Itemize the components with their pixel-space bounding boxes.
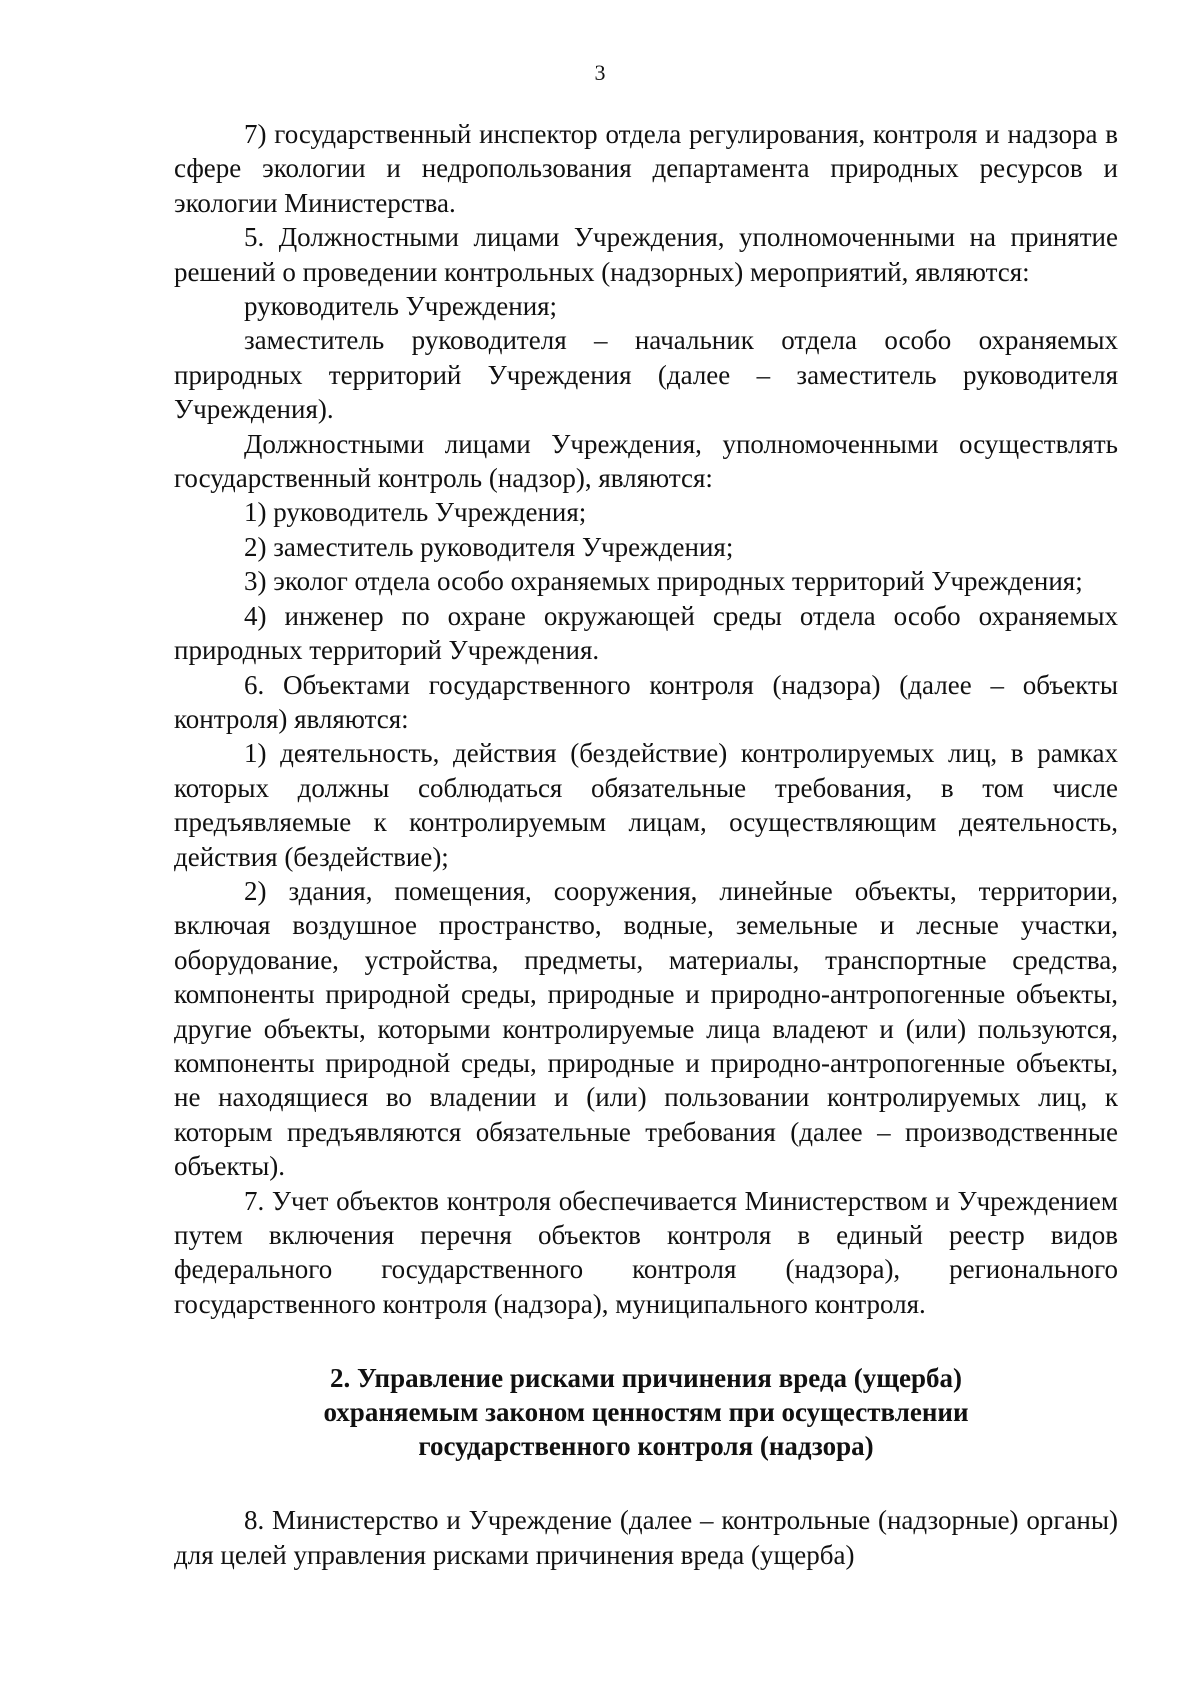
document-body: [174, 117, 1118, 1572]
paragraph-clause-7: 7. Учет объектов контроля обеспечивается Министерством и Учреждением путем включения перечня объектов контроля в единый реестр видов федерального государственного контроля (надзора), регионального государственного контроля (надзора), муниципального контроля.: [174, 1185, 1118, 1319]
section-heading: [174, 1361, 1118, 1463]
paragraph-list-item-2: 2) заместитель руководителя Учреждения;: [244, 531, 734, 562]
paragraph-clause-5: 5. Должностными лицами Учреждения, уполномоченными на принятие решений о проведении контрольных (надзорных) мероприятий, являются:: [174, 222, 1118, 287]
page-number: 3: [594, 60, 606, 85]
paragraph-list-item-1: 1) руководитель Учреждения;: [244, 497, 587, 528]
section-heading-line-1: 2. Управление рисками причинения вреда (ущерба): [329, 1363, 963, 1394]
paragraph-item-7-inspector: 7) государственный инспектор отдела регулирования, контроля и надзора в сфере экологии и недропользования департамента природных ресурсов и экологии Министерства.: [174, 119, 1118, 218]
paragraph-list-item-3: 3) эколог отдела особо охраняемых природных территорий Учреждения;: [244, 566, 1083, 597]
paragraph-objects-item-1: 1) деятельность, действия (бездействие) контролируемых лиц, в рамках которых должны соблюдаться обязательные требования, в том числе предъявляемые к контролируемым лицам, осуществляющим деятельность, действия (бездействие);: [174, 738, 1118, 872]
paragraph-clause-6: 6. Объектами государственного контроля (надзора) (далее – объекты контроля) являются:: [174, 669, 1118, 734]
paragraph-list-item-4: 4) инженер по охране окружающей среды отдела особо охраняемых природных территорий Учреждения.: [174, 600, 1118, 666]
paragraph-authorized-officials: Должностными лицами Учреждения, уполномоченными осуществлять государственный контроль (надзор), являются:: [174, 428, 1118, 494]
paragraph-objects-item-2: 2) здания, помещения, сооружения, линейные объекты, территории, включая воздушное пространство, водные, земельные и лесные участки, оборудование, устройства, предметы, материалы, транспортные средства, компоненты природной среды, природные и природно-антропогенные объекты, другие объекты, которыми контролируемые лица владеют и (или) пользуются, компоненты природной среды, природные и природно-антропогенные объекты, не находящиеся во владении и (или) пользовании контролируемых лиц, к которым предъявляются обязательные требования (далее – производственные объекты).: [174, 875, 1118, 1182]
section-heading-line-3: государственного контроля (надзора): [418, 1431, 874, 1462]
paragraph-clause-8: 8. Министерство и Учреждение (далее – контрольные (надзорные) органы) для целей управления рисками причинения вреда (ущерба): [174, 1505, 1118, 1570]
paragraph-head-of-institution: руководитель Учреждения;: [244, 291, 558, 322]
paragraph-deputy-head: заместитель руководителя – начальник отдела особо охраняемых природных территорий Учреждения (далее – заместитель руководителя Учреждения).: [174, 325, 1118, 425]
section-heading-line-2: охраняемым законом ценностям при осуществлении: [323, 1397, 969, 1428]
